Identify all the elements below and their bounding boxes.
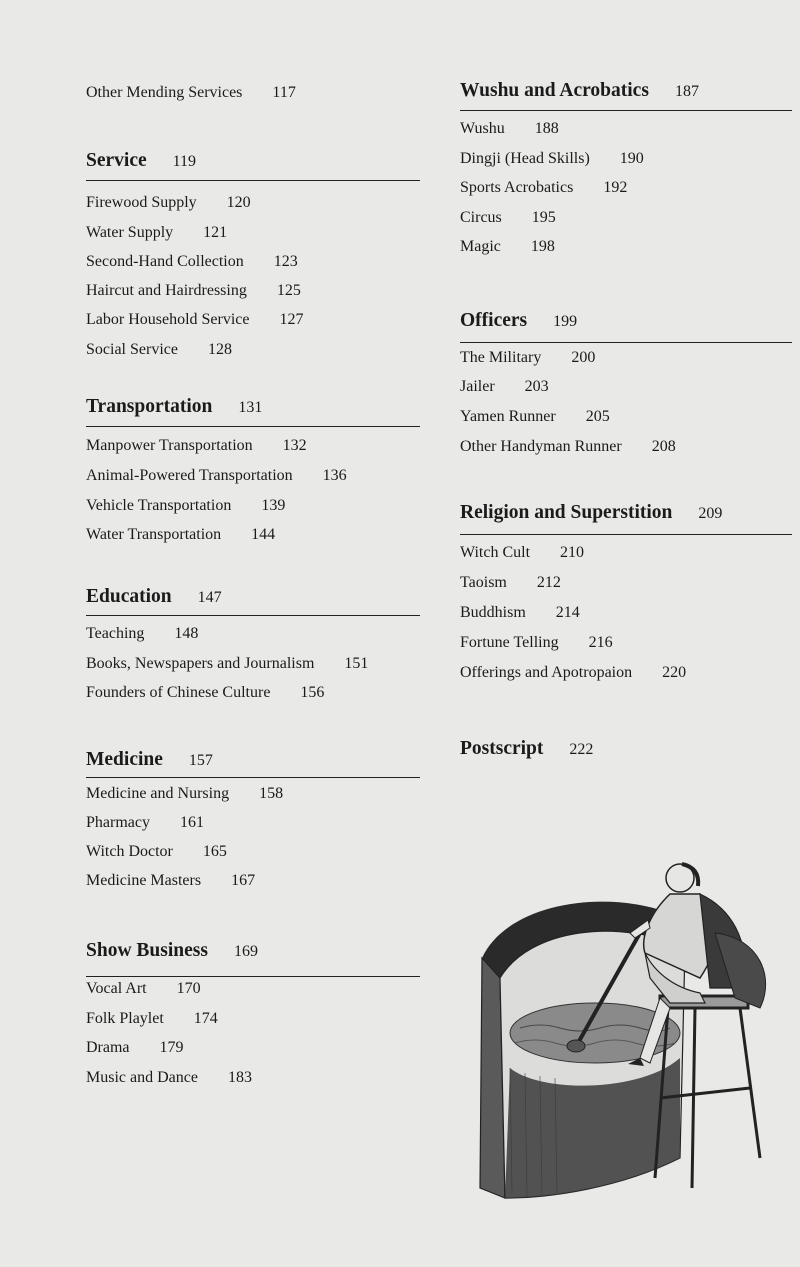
- toc-entry: Offerings and Apotropaion 220: [460, 664, 687, 681]
- section-page: 157: [188, 752, 213, 769]
- entry-page: 117: [272, 84, 296, 101]
- toc-entry: Labor Household Service 127: [86, 311, 304, 328]
- toc-entry: Drama 179: [86, 1039, 184, 1056]
- section-rule: [460, 342, 792, 343]
- section-rule: [86, 976, 420, 977]
- toc-entry: Vocal Art 170: [86, 980, 201, 997]
- toc-entry: Teaching 148: [86, 625, 199, 642]
- section-title: Medicine: [86, 749, 163, 770]
- section-heading-religion: [460, 502, 792, 524]
- toc-entry: Folk Playlet 174: [86, 1010, 218, 1027]
- toc-entry: Manpower Transportation 132: [86, 437, 307, 454]
- section-rule: [86, 426, 420, 427]
- section-title: Postscript: [460, 738, 544, 759]
- toc-entry: Vehicle Transportation 139: [86, 497, 286, 514]
- section-page: 187: [674, 83, 699, 100]
- section-page: 131: [238, 399, 263, 416]
- toc-entry: Social Service 128: [86, 341, 232, 358]
- toc-entry: Dingji (Head Skills) 190: [460, 150, 644, 167]
- section-page: 169: [233, 943, 258, 960]
- pole-paddle: [567, 1040, 585, 1052]
- section-rule: [86, 777, 420, 778]
- toc-entry: Haircut and Hairdressing 125: [86, 282, 301, 299]
- toc-entry: [86, 84, 296, 102]
- section-title: Wushu and Acrobatics: [460, 80, 649, 101]
- toc-entry: Other Handyman Runner 208: [460, 438, 676, 455]
- toc-entry: Witch Cult 210: [460, 544, 585, 561]
- toc-entry: Sports Acrobatics 192: [460, 179, 628, 196]
- toc-entry: Magic 198: [460, 238, 555, 255]
- section-heading-medicine: [86, 749, 420, 771]
- craftsman-illustration: [470, 858, 790, 1218]
- section-heading-wushu: [460, 80, 792, 102]
- toc-entry: Taoism 212: [460, 574, 561, 591]
- section-heading-postscript: [460, 738, 792, 760]
- section-rule: [86, 180, 420, 181]
- entry-title: Other Mending Services: [86, 84, 243, 101]
- toc-entry: Water Transportation 144: [86, 526, 276, 543]
- toc-entry: Music and Dance 183: [86, 1069, 252, 1086]
- toc-entry: Wushu 188: [460, 120, 559, 137]
- section-page: 199: [553, 313, 578, 330]
- toc-entry: Pharmacy 161: [86, 814, 204, 831]
- toc-entry: Animal-Powered Transportation 136: [86, 467, 347, 484]
- toc-entry: Fortune Telling 216: [460, 634, 613, 651]
- section-page: 119: [172, 153, 197, 170]
- toc-entry: Medicine and Nursing 158: [86, 785, 284, 802]
- section-rule: [86, 615, 420, 616]
- section-heading-service: [86, 150, 420, 172]
- toc-entry: Yamen Runner 205: [460, 408, 610, 425]
- toc-entry: Jailer 203: [460, 378, 549, 395]
- section-title: Show Business: [86, 940, 208, 961]
- section-rule: [460, 110, 792, 111]
- toc-entry: Circus 195: [460, 209, 556, 226]
- section-heading-education: [86, 586, 420, 608]
- section-heading-transportation: [86, 396, 420, 418]
- section-title: Transportation: [86, 396, 213, 417]
- toc-entry: Buddhism 214: [460, 604, 580, 621]
- section-page: 222: [569, 741, 594, 758]
- toc-entry: Medicine Masters 167: [86, 872, 256, 889]
- section-heading-officers: [460, 310, 792, 332]
- toc-entry: Founders of Chinese Culture 156: [86, 684, 325, 701]
- section-title: Education: [86, 586, 172, 607]
- section-page: 209: [698, 505, 723, 522]
- section-heading-show-business: [86, 940, 420, 962]
- toc-entry: Witch Doctor 165: [86, 843, 227, 860]
- toc-entry: The Military 200: [460, 349, 596, 366]
- section-title: Service: [86, 150, 147, 171]
- section-title: Officers: [460, 310, 528, 331]
- toc-entry: Second-Hand Collection 123: [86, 253, 298, 270]
- toc-entry: Firewood Supply 120: [86, 194, 251, 211]
- section-rule: [460, 534, 792, 535]
- section-page: 147: [197, 589, 222, 606]
- toc-entry: Books, Newspapers and Journalism 151: [86, 655, 369, 672]
- section-title: Religion and Superstition: [460, 502, 673, 523]
- toc-entry: Water Supply 121: [86, 224, 228, 241]
